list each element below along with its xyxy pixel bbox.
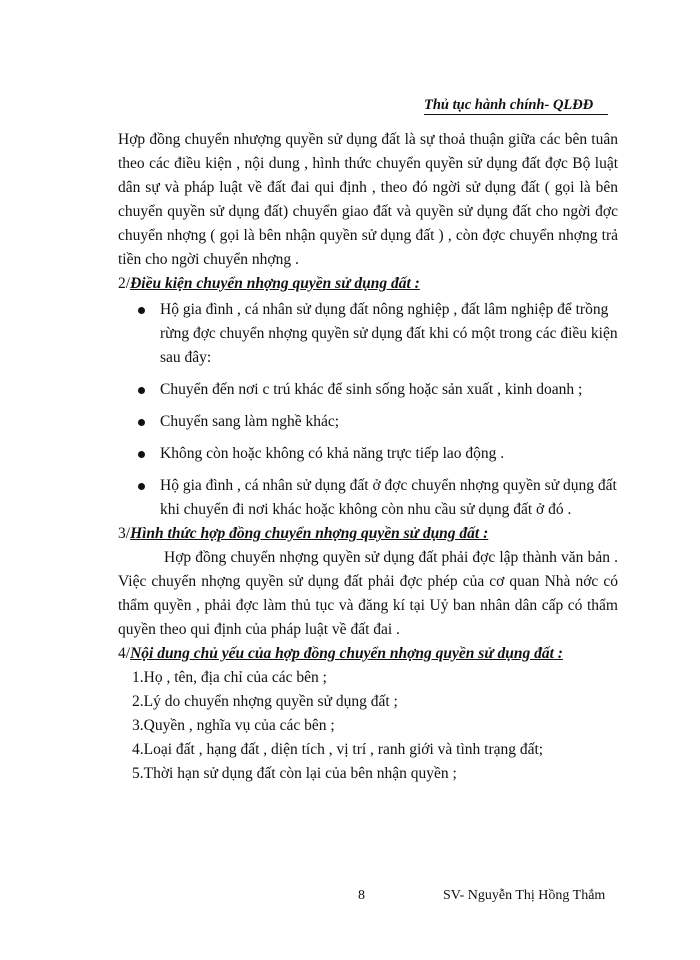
list-item (118, 474, 618, 522)
bullet-icon (138, 387, 145, 394)
footer-author: SV- Nguyễn Thị Hồng Thắm (443, 888, 606, 903)
list-item-text: Hộ gia đình , cá nhân sử dụng đất nông nghiệp , đất lâm nghiệp để trồng rừng đợc chuyển nhợng quyền sử dụng đất khi có một trong các điều kiện sau đây: (160, 301, 618, 366)
section-4-number: 4/ (118, 645, 131, 662)
list-item-text: Hộ gia đình , cá nhân sử dụng đất ở đợc chuyển nhợng quyền sử dụng đất khi chuyển đi nơi khác hoặc không còn nhu cầu sử dụng đất ở đó . (160, 477, 617, 518)
section-2-heading (118, 272, 618, 296)
bullet-icon (138, 419, 145, 426)
list-item-text: Không còn hoặc không có khả năng trực tiếp lao động . (160, 445, 505, 462)
list-item-text: Chuyển đến nơi c trú khác để sinh sống hoặc sản xuất , kinh doanh ; (160, 381, 583, 398)
list-item-text: Chuyển sang làm nghề khác; (160, 413, 340, 430)
section-3-number: 3/ (118, 525, 131, 542)
list-item (118, 410, 618, 434)
document-body (118, 128, 618, 786)
section-4-numbered-list (118, 666, 618, 786)
list-item: 1.Họ , tên, địa chỉ của các bên ; (132, 669, 327, 686)
list-item (118, 378, 618, 402)
list-item: 5.Thời hạn sử dụng đất còn lại của bên nhận quyền ; (132, 765, 457, 782)
list-item (118, 442, 618, 466)
section-2-title: Điều kiện chuyển nhợng quyền sử dụng đất : (130, 275, 420, 292)
section-3-heading (118, 522, 618, 546)
list-item: 3.Quyền , nghĩa vụ của các bên ; (132, 717, 335, 734)
section-3-title: Hình thức hợp đồng chuyển nhợng quyền sử dụng đất : (130, 525, 489, 542)
list-item (118, 298, 618, 370)
section-3-paragraph: Hợp đồng chuyển nhợng quyền sử dụng đất phải đợc lập thành văn bản . Việc chuyển nhợng quyền sử dụng đất phải đợc phép của cơ quan Nhà nớc có thẩm quyền , phải đợc làm thủ tục và đăng kí tại Uỷ ban nhân dân cấp có thẩm quyền theo qui định của pháp luật về đất đai . (118, 549, 618, 638)
section-2-bullet-list (118, 298, 618, 522)
intro-paragraph: Hợp đồng chuyển nhượng quyền sử dụng đất là sự thoả thuận giữa các bên tuân theo các điều kiện , nội dung , hình thức chuyển quyền sử dụng đất đợc Bộ luật dân sự và pháp luật về đất đai qui định , theo đó ngời sử dụng đất ( gọi là bên chuyển quyền sử dụng đất) chuyển giao đất và quyền sử dụng đất cho ngời đợc chuyển nhợng ( gọi là bên nhận quyền sử dụng đất ) , còn đợc chuyển nhợng trả tiền cho ngời chuyển nhợng . (118, 131, 618, 268)
page-header: Thủ tục hành chính- QLĐĐ (424, 96, 608, 115)
section-2-number: 2/ (118, 275, 131, 292)
list-item: 4.Loại đất , hạng đất , diện tích , vị trí , ranh giới và tình trạng đất; (132, 741, 544, 758)
bullet-icon (138, 451, 145, 458)
section-4-title: Nội dung chủ yếu của hợp đồng chuyển nhợng quyền sử dụng đất : (130, 645, 563, 662)
page-number: 8 (358, 888, 365, 903)
bullet-icon (138, 307, 145, 314)
section-4-heading (118, 642, 618, 666)
list-item: 2.Lý do chuyển nhợng quyền sử dụng đất ; (132, 693, 398, 710)
bullet-icon (138, 483, 145, 490)
